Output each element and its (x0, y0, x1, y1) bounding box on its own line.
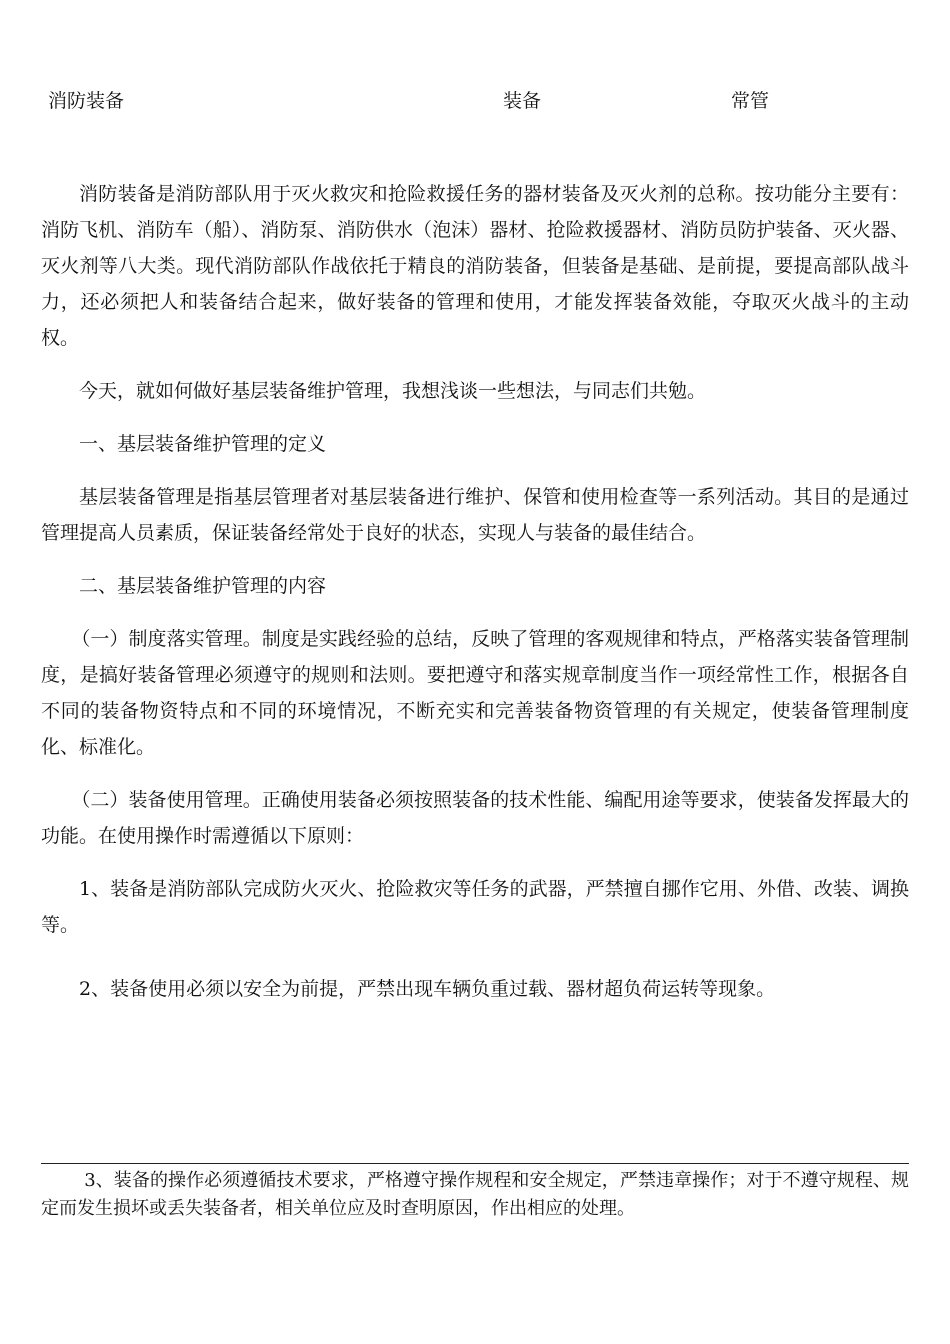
principle-item-3: 3、装备的操作必须遵循技术要求，严格遵守操作规程和安全规定，严禁违章操作；对于不遵守规程、规定而发生损坏或丢失装备者，相关单位应及时查明原因，作出相应的处理。 (41, 1170, 909, 1219)
section-heading-definition: 一、基层装备维护管理的定义 (79, 433, 327, 455)
paragraph-purpose: 今天，就如何做好基层装备维护管理，我想浅谈一些想法，与同志们共勉。 (79, 380, 707, 402)
paragraph-usage-management: （二）装备使用管理。正确使用装备必须按照装备的技术性能、编配用途等要求，使装备发挥最大的功能。在使用操作时需遵循以下原则： (41, 789, 909, 847)
paragraph-definition: 基层装备管理是指基层管理者对基层装备进行维护、保管和使用检查等一系列活动。其目的是通过管理提高人员素质，保证装备经常处于良好的状态，实现人与装备的最佳结合。 (41, 486, 909, 544)
header-right-text: 常管 (731, 90, 770, 112)
principle-item-1: 1、装备是消防部队完成防火灭火、抢险救灾等任务的武器，严禁擅自挪作它用、外借、改装、调换等。 (41, 878, 909, 936)
paragraph-intro: 消防装备是消防部队用于灭火救灾和抢险救援任务的器材装备及灭火剂的总称。按功能分主要有：消防飞机、消防车（船）、消防泵、消防供水（泡沫）器材、抢险救援器材、消防员防护装备、灭火器、灭火剂等八大类。现代消防部队作战依托于精良的消防装备，但装备是基础、是前提，要提高部队战斗力，还必须把人和装备结合起来，做好装备的管理和使用，才能发挥装备效能，夺取灭火战斗的主动权。 (41, 183, 909, 349)
header-left-text: 消防装备 (48, 90, 125, 112)
principle-item-2: 2、装备使用必须以安全为前提，严禁出现车辆负重过载、器材超负荷运转等现象。 (79, 978, 776, 1000)
footnote-divider (41, 1163, 909, 1164)
section-heading-content: 二、基层装备维护管理的内容 (79, 575, 327, 597)
document-body (41, 176, 909, 1024)
paragraph-system-management: （一）制度落实管理。制度是实践经验的总结，反映了管理的客观规律和特点，严格落实装备管理制度，是搞好装备管理必须遵守的规则和法则。要把遵守和落实规章制度当作一项经常性工作，根据各自不同的装备物资特点和不同的环境情况，不断充实和完善装备物资管理的有关规定，使装备管理制度化、标准化。 (41, 628, 909, 758)
page-header (0, 86, 950, 116)
header-middle-text: 装备 (503, 90, 542, 112)
